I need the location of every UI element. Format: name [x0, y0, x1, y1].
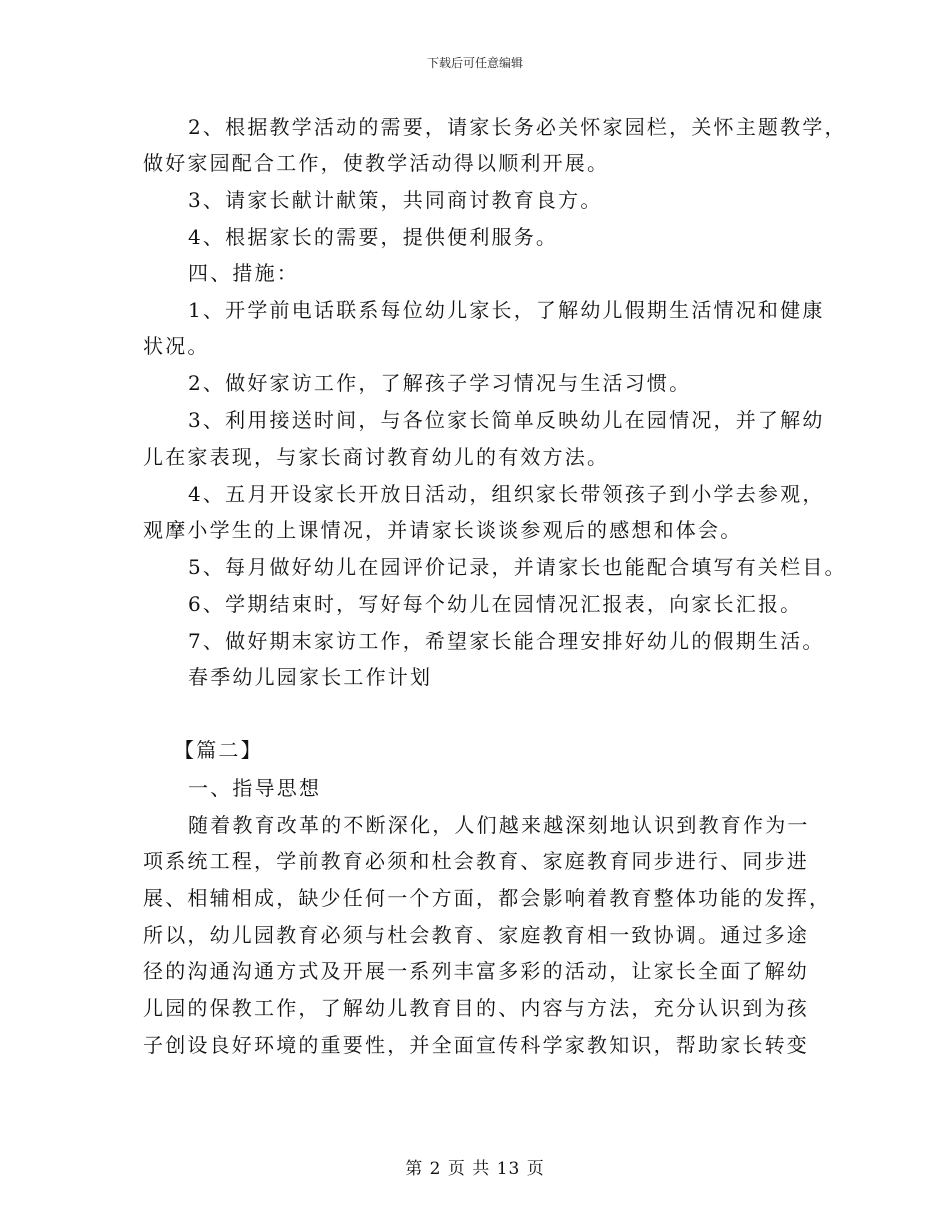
text-line: 状况。	[143, 334, 210, 358]
text-line: 做好家园配合工作，使教学活动得以顺利开展。	[143, 151, 610, 175]
text-line: 2、根据教学活动的需要，请家长务必关怀家园栏，关怀主题教学，	[188, 115, 847, 139]
text-line: 随着教育改革的不断深化，人们越来越深刻地认识到教育作为一	[188, 813, 810, 837]
section-heading: 四、措施：	[188, 261, 299, 285]
text-line: 2、做好家访工作，了解孩子学习情况与生活习惯。	[188, 371, 692, 395]
text-line: 所以，幼儿园教育必须与杜会教育、家庭教育相一致协调。通过多途	[143, 923, 809, 947]
text-line: 5、每月做好幼儿在园评价记录，并请家长也能配合填写有关栏目。	[188, 555, 847, 579]
text-line: 展、相辅相成，缺少任何一个方面，都会影响着教育整体功能的发挥，	[143, 886, 832, 910]
page-number-footer: 第 2 页 共 13 页	[405, 1159, 545, 1179]
text-line: 4、五月开设家长开放日活动，组织家长带领孩子到小学去参观，	[188, 482, 825, 506]
text-line: 径的沟通沟通方式及开展一系列丰富多彩的活动，让家长全面了解幼	[143, 959, 809, 983]
part-heading: 【篇二】	[174, 738, 263, 762]
text-line: 3、利用接送时间，与各位家长简单反映幼儿在园情况，并了解幼	[188, 408, 825, 432]
text-line: 观摩小学生的上课情况，并请家长谈谈参观后的感想和体会。	[143, 518, 743, 542]
text-line: 7、做好期末家访工作，希望家长能合理安排好幼儿的假期生活。	[188, 629, 825, 653]
text-line: 项系统工程，学前教育必须和杜会教育、家庭教育同步进行、同步进	[143, 849, 809, 873]
document-title: 春季幼儿园家长工作计划	[188, 665, 433, 689]
text-line: 3、请家长献计献策，共同商讨教育良方。	[188, 188, 603, 212]
text-line: 子创设良好环境的重要性，并全面宣传科学家教知识，帮助家长转变	[143, 1033, 809, 1057]
text-line: 儿在家表现，与家长商讨教育幼儿的有效方法。	[143, 445, 610, 469]
page-header: 下载后可任意编辑	[426, 56, 523, 70]
text-line: 4、根据家长的需要，提供便利服务。	[188, 225, 559, 249]
section-heading: 一、指导思想	[188, 776, 322, 800]
text-line: 6、学期结束时，写好每个幼儿在园情况汇报表，向家长汇报。	[188, 592, 803, 616]
text-line: 儿园的保教工作，了解幼儿教育目的、内容与方法，充分认识到为孩	[143, 996, 809, 1020]
text-line: 1、开学前电话联系每位幼儿家长，了解幼儿假期生活情况和健康	[188, 298, 825, 322]
